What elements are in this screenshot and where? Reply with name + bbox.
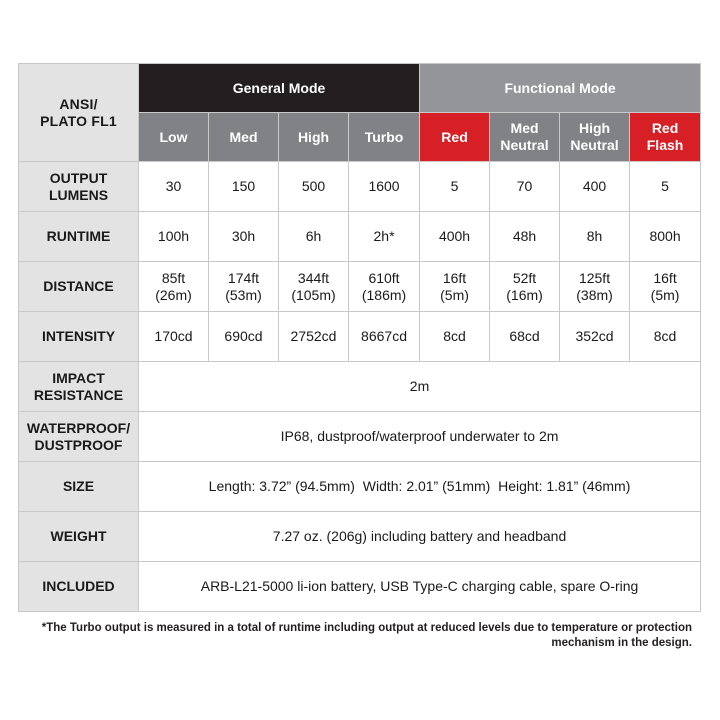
footnote-line2: mechanism in the design. [551,637,692,649]
spec-table [18,63,701,612]
mode-low [139,113,209,162]
intensity-cell: 170cd [139,312,209,362]
impact-value: 2m [139,362,701,412]
distance-row-header: DISTANCE [19,262,139,312]
impact-row [19,362,701,412]
distance-m: (105m) [291,286,336,303]
distance-m: (186m) [361,286,407,303]
intensity-cell: 8cd [630,312,701,362]
mode-label: Med [510,120,539,136]
distance-cell [139,262,209,312]
intensity-row-header: INTENSITY [19,312,139,362]
standard-label-line1: ANSI/ [59,95,98,112]
output-cell: 500 [279,162,349,212]
distance-m: (5m) [440,286,469,303]
turbo-footnote [30,621,692,651]
mode-med [209,113,279,162]
size-value: Length: 3.72” (94.5mm) Width: 2.01” (51mm) Height: 1.81” (46mm) [139,462,701,512]
mode-high [279,113,349,162]
distance-ft: 344ft [297,269,330,286]
mode-red-flash [630,113,701,162]
distance-cell [490,262,560,312]
distance-m: (26m) [155,286,192,303]
distance-ft: 85ft [161,269,186,286]
weight-row [19,512,701,562]
runtime-cell: 800h [630,212,701,262]
distance-m: (16m) [506,286,543,303]
standard-label-line2: PLATO FL1 [40,112,117,129]
mode-turbo [349,113,420,162]
group-header-row [19,64,701,113]
runtime-cell: 8h [560,212,630,262]
distance-m: (53m) [225,286,262,303]
output-row-header [19,162,139,212]
row-header-line1: IMPACT [52,369,105,386]
impact-row-header [19,362,139,412]
weight-row-header: WEIGHT [19,512,139,562]
runtime-cell: 6h [279,212,349,262]
mode-label-line2: Neutral [500,137,549,153]
output-cell: 5 [630,162,701,212]
output-cell: 1600 [349,162,420,212]
waterproof-row [19,412,701,462]
intensity-cell: 8cd [420,312,490,362]
mode-high-neutral [560,113,630,162]
distance-cell [420,262,490,312]
runtime-row [19,212,701,262]
distance-cell [279,262,349,312]
runtime-cell: 100h [139,212,209,262]
output-cell: 30 [139,162,209,212]
waterproof-row-header [19,412,139,462]
mode-label: Turbo [364,128,404,145]
intensity-cell: 2752cd [279,312,349,362]
runtime-row-header: RUNTIME [19,212,139,262]
distance-ft: 174ft [227,269,260,286]
included-row [19,562,701,612]
output-cell: 70 [490,162,560,212]
functional-mode-header: Functional Mode [420,64,701,113]
included-value: ARB-L21-5000 li-ion battery, USB Type-C charging cable, spare O-ring [139,562,701,612]
row-header-line2: DUSTPROOF [34,436,123,453]
intensity-row [19,312,701,362]
runtime-cell: 30h [209,212,279,262]
output-cell: 150 [209,162,279,212]
general-mode-header: General Mode [139,64,420,113]
intensity-cell: 352cd [560,312,630,362]
footnote-line1: *The Turbo output is measured in a total of runtime including output at reduced levels due to temperature or protection [41,622,692,634]
mode-label: Red [651,120,679,136]
mode-label-line2: Flash [646,137,684,153]
mode-label: Low [159,128,188,145]
standard-label [19,64,139,162]
distance-cell [560,262,630,312]
weight-value: 7.27 oz. (206g) including battery and headband [139,512,701,562]
distance-cell [349,262,420,312]
mode-med-neutral [490,113,560,162]
mode-label: High [578,120,611,136]
size-row-header: SIZE [19,462,139,512]
mode-label-line2: Neutral [570,137,619,153]
mode-label: High [297,128,330,145]
output-cell: 400 [560,162,630,212]
intensity-cell: 68cd [490,312,560,362]
mode-label: Med [229,128,258,145]
output-cell: 5 [420,162,490,212]
distance-ft: 52ft [512,269,537,286]
distance-cell [209,262,279,312]
row-header-line1: OUTPUT [49,169,108,186]
distance-cell [630,262,701,312]
runtime-cell: 48h [490,212,560,262]
output-row [19,162,701,212]
intensity-cell: 8667cd [349,312,420,362]
size-row [19,462,701,512]
distance-m: (38m) [576,286,613,303]
distance-ft: 16ft [442,269,467,286]
runtime-cell: 2h* [349,212,420,262]
waterproof-value: IP68, dustproof/waterproof underwater to 2m [139,412,701,462]
distance-m: (5m) [650,286,680,303]
distance-ft: 16ft [653,269,677,286]
distance-row [19,262,701,312]
row-header-line2: LUMENS [48,186,109,203]
row-header-line1: WATERPROOF/ [26,419,131,436]
runtime-cell: 400h [420,212,490,262]
mode-red [420,113,490,162]
included-row-header: INCLUDED [19,562,139,612]
intensity-cell: 690cd [209,312,279,362]
distance-ft: 125ft [578,269,611,286]
distance-ft: 610ft [368,269,400,286]
mode-label: Red [441,128,468,145]
row-header-line2: RESISTANCE [33,386,124,403]
